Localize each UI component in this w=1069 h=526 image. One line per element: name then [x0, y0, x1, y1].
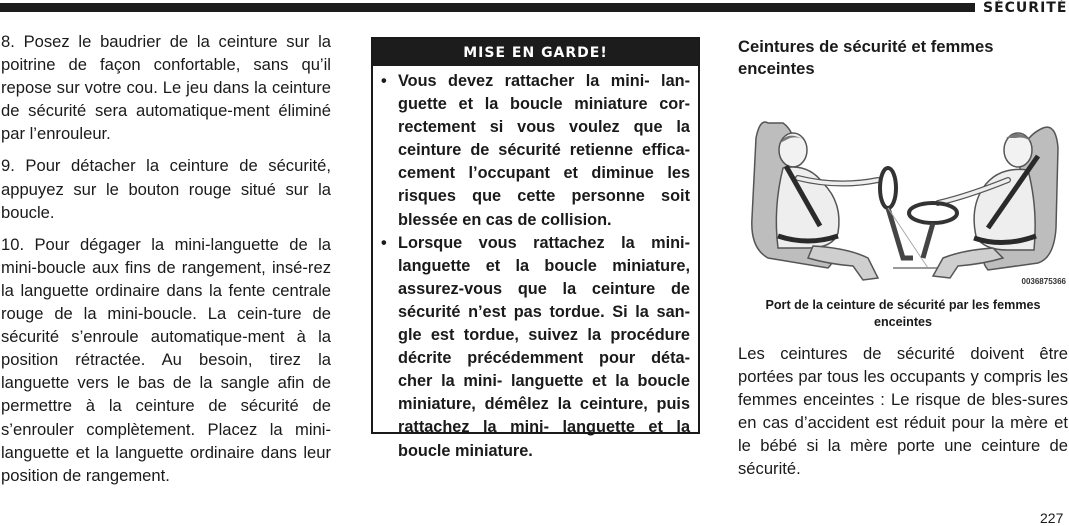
figure-caption: Port de la ceinture de sécurité par les femmes enceintes [765, 298, 1041, 329]
warning-title: MISE EN GARDE! [373, 39, 698, 66]
warning-item-text: Vous devez rattacher la mini- lan-guette et la boucle miniature cor-rectement si vous voulez que la ceinture de sécurité retienne effica-cement l’occupant et diminue les risques que cette personne soit blessée en cas de collision. [398, 72, 690, 229]
seatbelt-illustration-image [738, 108, 1068, 288]
warning-item [381, 70, 690, 232]
bullet-icon: • [381, 72, 387, 90]
instructions-column [1, 30, 331, 496]
warning-list [373, 66, 698, 463]
step-9-paragraph: 9. Pour détacher la ceinture de sécurité, appuyez sur le bouton rouge situé sur la boucle. [1, 156, 331, 222]
header-rule [0, 3, 975, 12]
warning-box [371, 37, 700, 460]
step-8-paragraph: 8. Posez le baudrier de la ceinture sur la poitrine de façon confortable, sans qu’il repose sur votre cou. Le jeu dans la ceinture de sécurité sera automatique-ment éliminé par l’enrouleur. [1, 32, 331, 144]
section-heading: Ceintures de sécurité et femmes enceintes [738, 37, 994, 78]
page-number: 227 [1040, 510, 1064, 526]
warning-item-text: Lorsque vous rattachez la mini-languette et la boucle miniature, assurez-vous que la ceinture de sécurité n’est pas tordue. Si la san-gle est tordue, suivez la procédure décrite précédemment pour déta-cher la mini- languette et la boucle miniature, démêlez la ceinture, puis rattachez la mini- languette et la boucle miniature. [398, 233, 690, 460]
warning-item [381, 232, 690, 463]
pregnant-seatbelt-illustration [738, 108, 1068, 288]
section-body: Les ceintures de sécurité doivent être portées par tous les occupants y compris les femmes enceintes : Le risque de bles-sures en cas d’accident est réduit pour la mère et le bébé si la mère porte une ceinture de sécurité. [738, 344, 1068, 479]
step-10-paragraph: 10. Pour dégager la mini-languette de la mini-boucle aux fins de rangement, insé-rez la languette ordinaire dans la fente centrale rouge de la mini-boucle. La cein-ture de sécurité s’enroule automatique-ment à la position rétractée. Au besoin, tirez la languette vers le bas de la sangle afin de permettre à la ceinture de sécurité de s’enrouler complètement. Placez la mini-languette et la languette ordinaire dans leur position de rangement. [1, 234, 331, 485]
section-title: SÉCURITÉ [983, 0, 1068, 16]
figure-code: 0036875366 [1021, 277, 1066, 286]
bullet-icon: • [381, 233, 387, 252]
